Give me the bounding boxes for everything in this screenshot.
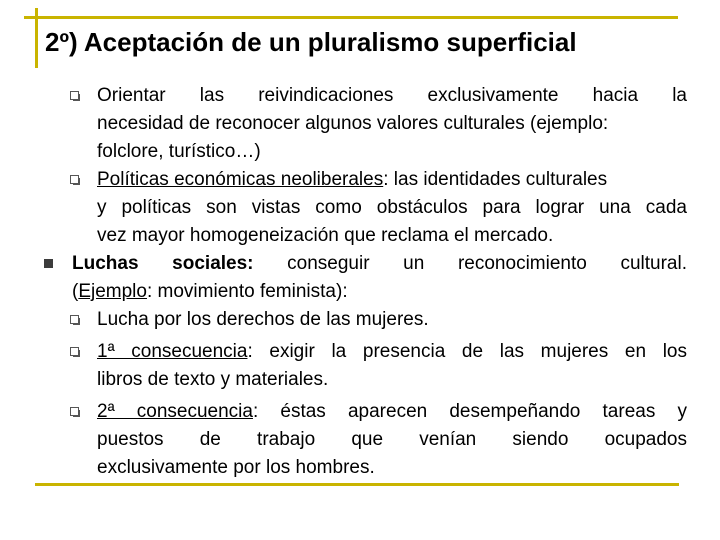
main-underlined-example: Ejemplo	[78, 281, 147, 302]
b2-underlined-term: Políticas económicas neoliberales	[97, 169, 384, 190]
b1-line2: necesidad de reconocer algunos valores culturales (ejemplo:	[97, 113, 609, 134]
s3-line2: puestos de trabajo que venían siendo ocupados	[97, 429, 687, 450]
hollow-square-icon	[70, 315, 79, 324]
hollow-square-icon	[70, 407, 79, 416]
title-number: 2º)	[45, 27, 78, 57]
s3-underlined-term: 2ª consecuencia	[97, 401, 253, 422]
s1-line1: Lucha por los derechos de las mujeres.	[97, 309, 429, 330]
title-text: Aceptación de un pluralismo superficial	[83, 27, 577, 57]
hollow-square-icon	[70, 347, 79, 356]
main-line2: (Ejemplo: movimiento feminista):	[72, 281, 348, 302]
s2-line1: 1ª consecuencia: exigir la presencia de las mujeres en los	[97, 341, 687, 362]
b2-line2: y políticas son vistas como obstáculos para lograr una cada	[97, 197, 687, 218]
b2-line3: vez mayor homogeneización que reclama el mercado.	[97, 225, 554, 246]
s3-line3: exclusivamente por los hombres.	[97, 457, 375, 478]
s3-line1: 2ª consecuencia: éstas aparecen desempeñando tareas y	[97, 401, 687, 422]
solid-square-icon	[44, 259, 53, 268]
s2-underlined-term: 1ª consecuencia	[97, 341, 248, 362]
b2-line1: Políticas económicas neoliberales: las identidades culturales	[97, 169, 608, 190]
b1-line3: folclore, turístico…)	[97, 141, 261, 162]
main-line1: Luchas sociales: conseguir un reconocimiento cultural.	[72, 253, 687, 274]
b1-line1: Orientar las reivindicaciones exclusivamente hacia la	[97, 85, 687, 106]
hollow-square-icon	[70, 91, 79, 100]
s2-line2: libros de texto y materiales.	[97, 369, 329, 390]
hollow-square-icon	[70, 175, 79, 184]
main-bold-label: Luchas sociales:	[72, 253, 254, 274]
